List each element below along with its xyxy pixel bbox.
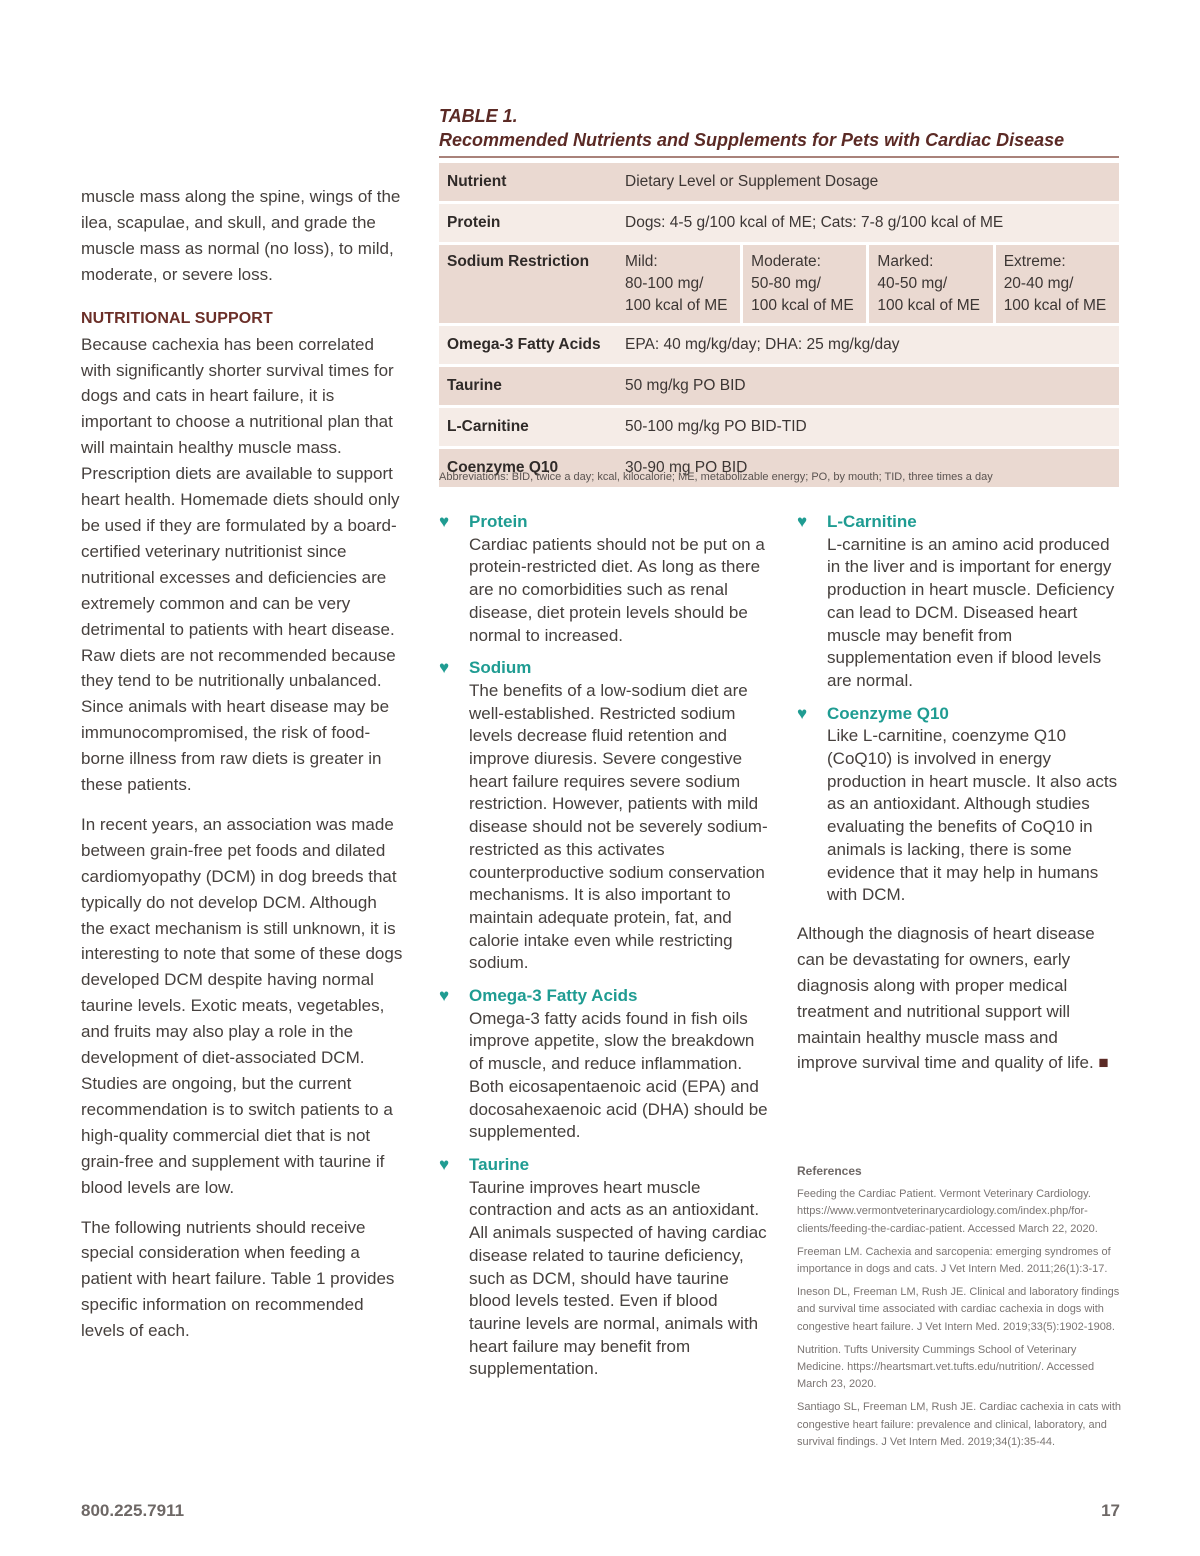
- reference-item: Feeding the Cardiac Patient. Vermont Veterinary Cardiology. https://www.vermontveterinarycardiology.com/index.php/for-clients/feeding-the-cardiac-patient. Accessed March 22, 2020.: [797, 1188, 1098, 1235]
- heart-icon: ♥: [439, 658, 450, 678]
- nutrient-bullet-protein: [439, 511, 769, 647]
- end-mark-icon: ■: [1098, 1053, 1109, 1073]
- bullet-text: Cardiac patients should not be put on a protein-restricted diet. As long as there are no comorbidities such as renal disease, diet protein levels should be normal to increased.: [469, 534, 765, 645]
- nutrient-bullet-omega3: [439, 985, 769, 1144]
- references-heading: References: [797, 1164, 862, 1178]
- table-header-row: [439, 163, 1119, 201]
- sodium-level-moderate: [740, 245, 866, 323]
- sodium-level-extreme: [993, 245, 1119, 323]
- sodium-level-label: Moderate:: [751, 253, 821, 270]
- row-name-lcarnitine: L-Carnitine: [439, 408, 617, 446]
- header-dosage: Dietary Level or Supplement Dosage: [617, 163, 1119, 201]
- closing-paragraph: [797, 921, 1122, 1076]
- sodium-level-unit: 100 kcal of ME: [1003, 297, 1107, 314]
- middle-column: [439, 511, 769, 1391]
- sodium-level-label: Extreme:: [1003, 253, 1066, 270]
- bullet-text: Omega-3 fatty acids found in fish oils improve appetite, slow the breakdown of muscle, and reduce inflammation. Both eicosapentaenoic acid (EPA) and docosahexaenoic acid (DHA) should be supplemented.: [469, 1008, 768, 1142]
- bullet-title: Sodium: [469, 658, 532, 678]
- page-number: 17: [1101, 1501, 1120, 1520]
- table-abbreviations: Abbreviations: BID, twice a day; kcal, kilocalorie; ME, metabolizable energy; PO, by mouth; TID, three times a day: [439, 471, 993, 483]
- row-name-sodium: Sodium Restriction: [439, 245, 617, 323]
- reference-item: Ineson DL, Freeman LM, Rush JE. Clinical and laboratory findings and survival time associated with cardiac cachexia in dogs with congestive heart failure. J Vet Intern Med. 2019;33(5):1902-1908.: [797, 1286, 1120, 1333]
- row-name-taurine: Taurine: [439, 367, 617, 405]
- nutrient-bullet-lcarnitine: [797, 511, 1122, 693]
- body-paragraph-3: The following nutrients should receive special consideration when feeding a patient with heart failure. Table 1 provides specific information on recommended levels of each.: [81, 1217, 395, 1341]
- sodium-level-marked: [866, 245, 992, 323]
- table-row: [439, 367, 1119, 405]
- row-value-protein: Dogs: 4-5 g/100 kcal of ME; Cats: 7-8 g/100 kcal of ME: [617, 204, 1119, 242]
- reference-item: Freeman LM. Cachexia and sarcopenia: emerging syndromes of importance in dogs and cats. J Vet Intern Med. 2011;26(1):3-17.: [797, 1245, 1111, 1276]
- bullet-title: Taurine: [469, 1154, 530, 1174]
- table-title: [439, 104, 1129, 152]
- nutrient-table: [439, 160, 1119, 490]
- footer-phone: 800.225.7911: [81, 1501, 185, 1520]
- bullet-text: Like L-carnitine, coenzyme Q10 (CoQ10) is involved in energy production in heart muscle. It also acts as an antioxidant. Although studies evaluating the benefits of CoQ10 in animals is lacking, there is some evidence that it may help in humans with DCM.: [827, 726, 1118, 905]
- bullet-text: The benefits of a low-sodium diet are well-established. Restricted sodium levels decrease fluid retention and improve diuresis. Severe congestive heart failure requires severe sodium restriction. However, patients with mild disease should not be severely sodium-restricted as this activates counterproductive sodium conservation mechanisms. It is also important to maintain adequate protein, fat, and calorie intake even while restricting sodium.: [469, 680, 768, 973]
- bullet-text: L-carnitine is an amino acid produced in the liver and is important for energy production in heart muscle. Deficiency can lead to DCM. Diseased heart muscle may benefit from supplementation even if blood levels are normal.: [827, 534, 1115, 690]
- sodium-level-label: Mild:: [625, 253, 658, 270]
- row-name-omega3: Omega-3 Fatty Acids: [439, 326, 617, 364]
- table-top-rule: [439, 156, 1119, 158]
- sodium-level-unit: 100 kcal of ME: [625, 297, 728, 314]
- sodium-level-label: Marked:: [877, 253, 934, 270]
- sodium-level-mild: [617, 245, 740, 323]
- reference-item: Santiago SL, Freeman LM, Rush JE. Cardiac cachexia in cats with congestive heart failure: prevalence and clinical, laboratory, and survival findings. J Vet Intern Med. 2019;34(1):35-44.: [797, 1401, 1122, 1448]
- row-name-protein: Protein: [439, 204, 617, 242]
- reference-item: Nutrition. Tufts University Cummings School of Veterinary Medicine. https://heartsmart.vet.tufts.edu/nutrition/. Accessed March 23, 2020.: [797, 1343, 1095, 1391]
- bullet-title: L-Carnitine: [827, 512, 917, 531]
- nutrient-bullet-sodium: [439, 657, 769, 975]
- closing-text: Although the diagnosis of heart disease can be devastating for owners, early diagnosis along with proper medical treatment and nutritional support will maintain healthy muscle mass and improve survival time and quality of life.: [797, 923, 1095, 1073]
- sodium-level-amount: 80-100 mg/: [625, 275, 704, 292]
- row-value-lcarnitine: 50-100 mg/kg PO BID-TID: [617, 408, 1119, 446]
- body-paragraph-2: In recent years, an association was made between grain-free pet foods and dilated cardiomyopathy (DCM) in dog breeds that typically do not develop DCM. Although the exact mechanism is still unknown, it is interesting to note that some of these dogs developed DCM despite having normal taurine levels. Exotic meats, vegetables, and fruits may also play a role in the development of diet-associated DCM. Studies are ongoing, but the current recommendation is to switch patients to a high-quality commercial diet that is not grain-free and supplement with taurine if blood levels are low.: [81, 814, 403, 1197]
- row-value-coq10: 30-90 mg PO BID: [617, 449, 1119, 487]
- heart-icon: ♥: [439, 1154, 450, 1174]
- sodium-level-amount: 50-80 mg/: [751, 275, 821, 292]
- nutrient-bullet-coq10: [797, 703, 1122, 907]
- bullet-title: Coenzyme Q10: [827, 703, 949, 723]
- row-value-taurine: 50 mg/kg PO BID: [617, 367, 1119, 405]
- table-row: [439, 245, 1119, 323]
- bullet-title: Omega-3 Fatty Acids: [469, 986, 638, 1006]
- bullet-text: Taurine improves heart muscle contraction and acts as an antioxidant. All animals suspected of having cardiac disease related to taurine deficiency, such as DCM, should have taurine blood levels tested. Even if blood taurine levels are normal, animals with heart failure may benefit from supplementation.: [469, 1177, 767, 1379]
- header-nutrient: Nutrient: [439, 163, 617, 201]
- intro-paragraph: muscle mass along the spine, wings of the ilea, scapulae, and skull, and grade the muscle mass as normal (no loss), to mild, moderate, or severe loss.: [81, 187, 401, 284]
- body-paragraph-1: Because cachexia has been correlated with significantly shorter survival times for dogs and cats in heart failure, it is important to choose a nutritional plan that will maintain healthy muscle mass. Prescription diets are available to support heart health. Homemade diets should only be used if they are formulated by a board-certified veterinary nutritionist since nutritional excesses and deficiencies are extremely common and can be very detrimental to patients with heart disease. Raw diets are not recommended because they tend to be nutritionally unbalanced. Since animals with heart disease may be immunocompromised, the risk of food-borne illness from raw diets is greater in these patients.: [81, 334, 400, 795]
- table-row: [439, 204, 1119, 242]
- bullet-title: Protein: [469, 512, 528, 531]
- table-row: [439, 408, 1119, 446]
- heart-icon: ♥: [797, 512, 808, 531]
- left-column: [81, 184, 403, 1358]
- section-heading: NUTRITIONAL SUPPORT: [81, 309, 273, 327]
- table-label: TABLE 1.: [439, 106, 518, 126]
- table-row: [439, 326, 1119, 364]
- sodium-level-amount: 40-50 mg/: [877, 275, 948, 292]
- sodium-level-amount: 20-40 mg/: [1003, 275, 1074, 292]
- sodium-level-unit: 100 kcal of ME: [877, 297, 980, 314]
- heart-icon: ♥: [797, 703, 808, 723]
- references: [797, 1163, 1122, 1457]
- table-caption: Recommended Nutrients and Supplements for Pets with Cardiac Disease: [439, 130, 1065, 150]
- heart-icon: ♥: [439, 512, 450, 531]
- heart-icon: ♥: [439, 986, 450, 1006]
- right-column: [797, 511, 1122, 1093]
- sodium-level-unit: 100 kcal of ME: [751, 297, 854, 314]
- row-value-omega3: EPA: 40 mg/kg/day; DHA: 25 mg/kg/day: [617, 326, 1119, 364]
- nutrient-bullet-taurine: [439, 1154, 769, 1381]
- row-name-coq10: Coenzyme Q10: [439, 449, 617, 487]
